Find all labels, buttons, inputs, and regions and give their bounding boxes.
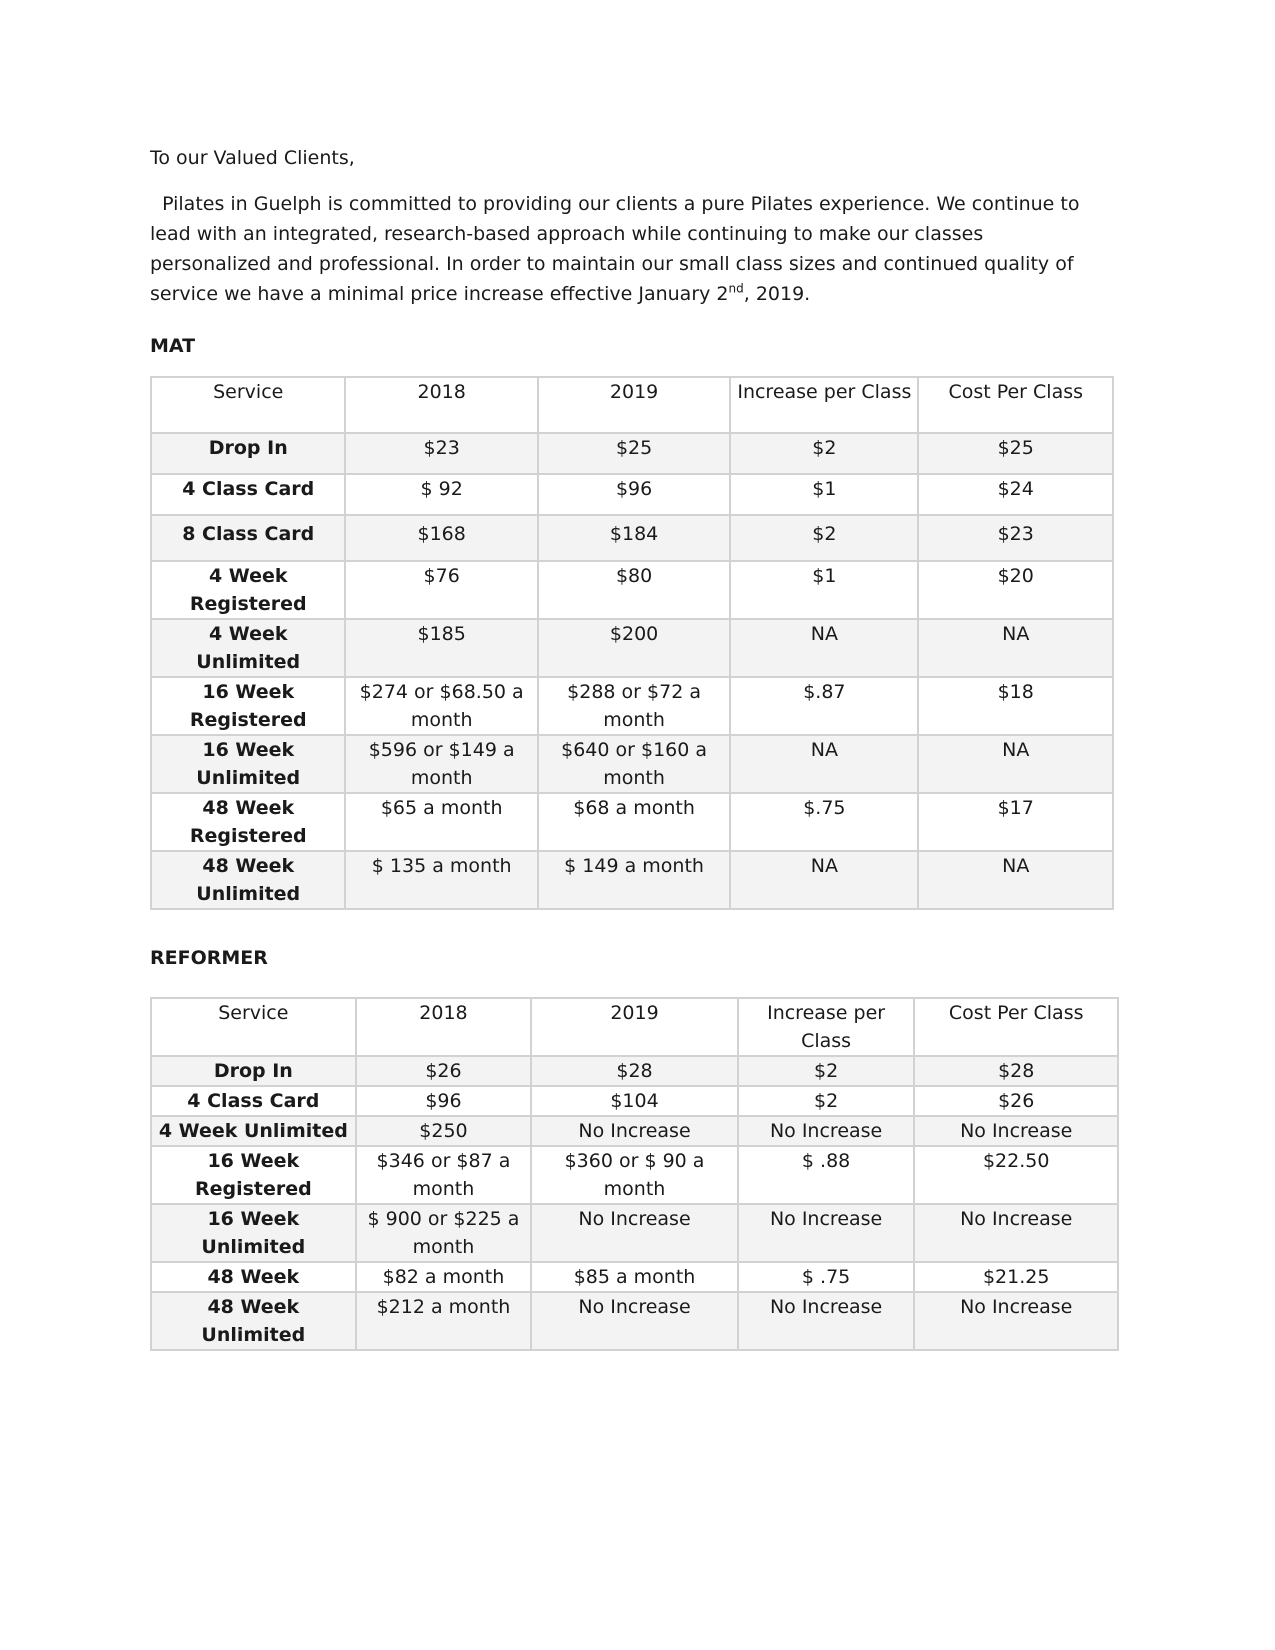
table-row bbox=[151, 677, 1113, 735]
table-row bbox=[151, 1146, 1118, 1204]
cost-per-class-cell: $23 bbox=[918, 515, 1113, 561]
price-2018-cell: $23 bbox=[345, 433, 537, 474]
increase-cell: $2 bbox=[738, 1086, 915, 1116]
cost-per-class-cell: $21.25 bbox=[914, 1262, 1118, 1292]
service-cell: 48 Week Unlimited bbox=[151, 1292, 356, 1350]
increase-cell: $ .75 bbox=[738, 1262, 915, 1292]
column-header: Increase per Class bbox=[738, 998, 915, 1056]
column-header: 2018 bbox=[345, 377, 537, 433]
cost-per-class-cell: $20 bbox=[918, 561, 1113, 619]
price-2018-cell: $274 or $68.50 a month bbox=[345, 677, 537, 735]
increase-cell: NA bbox=[730, 851, 918, 909]
price-2018-cell: $96 bbox=[356, 1086, 532, 1116]
service-cell: 4 Class Card bbox=[151, 1086, 356, 1116]
column-header: Service bbox=[151, 998, 356, 1056]
table-row bbox=[151, 793, 1113, 851]
cost-per-class-cell: NA bbox=[918, 735, 1113, 793]
increase-cell: $1 bbox=[730, 561, 918, 619]
cost-per-class-cell: $17 bbox=[918, 793, 1113, 851]
service-cell: 4 Week Unlimited bbox=[151, 619, 345, 677]
price-2019-cell: $104 bbox=[531, 1086, 738, 1116]
service-cell: 48 Week bbox=[151, 1262, 356, 1292]
increase-cell: $2 bbox=[730, 433, 918, 474]
service-cell: 16 Week Unlimited bbox=[151, 735, 345, 793]
column-header: Cost Per Class bbox=[914, 998, 1118, 1056]
price-2019-cell: No Increase bbox=[531, 1204, 738, 1262]
column-header: Service bbox=[151, 377, 345, 433]
service-cell: 4 Week Unlimited bbox=[151, 1116, 356, 1146]
table-row bbox=[151, 1056, 1118, 1086]
cost-per-class-cell: NA bbox=[918, 851, 1113, 909]
column-header: Increase per Class bbox=[730, 377, 918, 433]
table-row bbox=[151, 619, 1113, 677]
table-row bbox=[151, 433, 1113, 474]
price-2018-cell: $ 135 a month bbox=[345, 851, 537, 909]
price-2019-cell: $25 bbox=[538, 433, 730, 474]
service-cell: 48 Week Registered bbox=[151, 793, 345, 851]
table-row bbox=[151, 1262, 1118, 1292]
price-2018-cell: $346 or $87 a month bbox=[356, 1146, 532, 1204]
mat-price-table bbox=[150, 376, 1114, 910]
increase-cell: $.87 bbox=[730, 677, 918, 735]
increase-cell: No Increase bbox=[738, 1116, 915, 1146]
cost-per-class-cell: $28 bbox=[914, 1056, 1118, 1086]
column-header: 2019 bbox=[538, 377, 730, 433]
price-2018-cell: $76 bbox=[345, 561, 537, 619]
price-2018-cell: $65 a month bbox=[345, 793, 537, 851]
cost-per-class-cell: $22.50 bbox=[914, 1146, 1118, 1204]
cost-per-class-cell: No Increase bbox=[914, 1116, 1118, 1146]
table-row bbox=[151, 474, 1113, 515]
service-cell: Drop In bbox=[151, 1056, 356, 1086]
reformer-price-table bbox=[150, 997, 1119, 1351]
cost-per-class-cell: $25 bbox=[918, 433, 1113, 474]
price-2019-cell: $200 bbox=[538, 619, 730, 677]
intro-text-end: , 2019. bbox=[743, 283, 811, 305]
salutation: To our Valued Clients, bbox=[150, 147, 355, 169]
table-row bbox=[151, 515, 1113, 561]
table-row bbox=[151, 1086, 1118, 1116]
price-2019-cell: $28 bbox=[531, 1056, 738, 1086]
price-2019-cell: $288 or $72 a month bbox=[538, 677, 730, 735]
increase-cell: No Increase bbox=[738, 1204, 915, 1262]
service-cell: Drop In bbox=[151, 433, 345, 474]
price-2019-cell: $85 a month bbox=[531, 1262, 738, 1292]
price-2019-cell: $ 149 a month bbox=[538, 851, 730, 909]
price-2018-cell: $212 a month bbox=[356, 1292, 532, 1350]
price-2018-cell: $168 bbox=[345, 515, 537, 561]
intro-paragraph bbox=[150, 189, 1110, 309]
table-row bbox=[151, 1204, 1118, 1262]
price-2019-cell: $80 bbox=[538, 561, 730, 619]
price-2018-cell: $ 900 or $225 a month bbox=[356, 1204, 532, 1262]
price-2019-cell: No Increase bbox=[531, 1116, 738, 1146]
price-2019-cell: $360 or $ 90 a month bbox=[531, 1146, 738, 1204]
price-2018-cell: $185 bbox=[345, 619, 537, 677]
price-2018-cell: $596 or $149 a month bbox=[345, 735, 537, 793]
price-2019-cell: $640 or $160 a month bbox=[538, 735, 730, 793]
price-2018-cell: $250 bbox=[356, 1116, 532, 1146]
increase-cell: No Increase bbox=[738, 1292, 915, 1350]
service-cell: 4 Class Card bbox=[151, 474, 345, 515]
service-cell: 16 Week Registered bbox=[151, 1146, 356, 1204]
table-row bbox=[151, 1116, 1118, 1146]
table-row bbox=[151, 735, 1113, 793]
service-cell: 16 Week Registered bbox=[151, 677, 345, 735]
increase-cell: $1 bbox=[730, 474, 918, 515]
increase-cell: $.75 bbox=[730, 793, 918, 851]
cost-per-class-cell: NA bbox=[918, 619, 1113, 677]
price-2019-cell: $68 a month bbox=[538, 793, 730, 851]
service-cell: 4 Week Registered bbox=[151, 561, 345, 619]
letter-page bbox=[150, 145, 1110, 1346]
increase-cell: $ .88 bbox=[738, 1146, 915, 1204]
table-header-row bbox=[151, 998, 1118, 1056]
reformer-section-title: REFORMER bbox=[150, 947, 268, 969]
price-2019-cell: $184 bbox=[538, 515, 730, 561]
increase-cell: $2 bbox=[730, 515, 918, 561]
price-2018-cell: $82 a month bbox=[356, 1262, 532, 1292]
cost-per-class-cell: No Increase bbox=[914, 1204, 1118, 1262]
price-2019-cell: No Increase bbox=[531, 1292, 738, 1350]
table-row bbox=[151, 1292, 1118, 1350]
cost-per-class-cell: $24 bbox=[918, 474, 1113, 515]
column-header: 2018 bbox=[356, 998, 532, 1056]
intro-text: Pilates in Guelph is committed to providing our clients a pure Pilates experience. We continue to lead with an integrated, research-based approach while continuing to make our classes personalized and professional. In order to maintain our small class sizes and continued quality of service we have a minimal price increase effective January 2 bbox=[150, 193, 1080, 305]
cost-per-class-cell: $18 bbox=[918, 677, 1113, 735]
increase-cell: $2 bbox=[738, 1056, 915, 1086]
intro-superscript: nd bbox=[728, 281, 744, 296]
column-header: Cost Per Class bbox=[918, 377, 1113, 433]
service-cell: 48 Week Unlimited bbox=[151, 851, 345, 909]
table-header-row bbox=[151, 377, 1113, 433]
table-row bbox=[151, 561, 1113, 619]
service-cell: 8 Class Card bbox=[151, 515, 345, 561]
increase-cell: NA bbox=[730, 735, 918, 793]
table-row bbox=[151, 851, 1113, 909]
increase-cell: NA bbox=[730, 619, 918, 677]
price-2018-cell: $ 92 bbox=[345, 474, 537, 515]
price-2019-cell: $96 bbox=[538, 474, 730, 515]
cost-per-class-cell: $26 bbox=[914, 1086, 1118, 1116]
mat-section-title: MAT bbox=[150, 335, 196, 357]
service-cell: 16 Week Unlimited bbox=[151, 1204, 356, 1262]
column-header: 2019 bbox=[531, 998, 738, 1056]
price-2018-cell: $26 bbox=[356, 1056, 532, 1086]
cost-per-class-cell: No Increase bbox=[914, 1292, 1118, 1350]
